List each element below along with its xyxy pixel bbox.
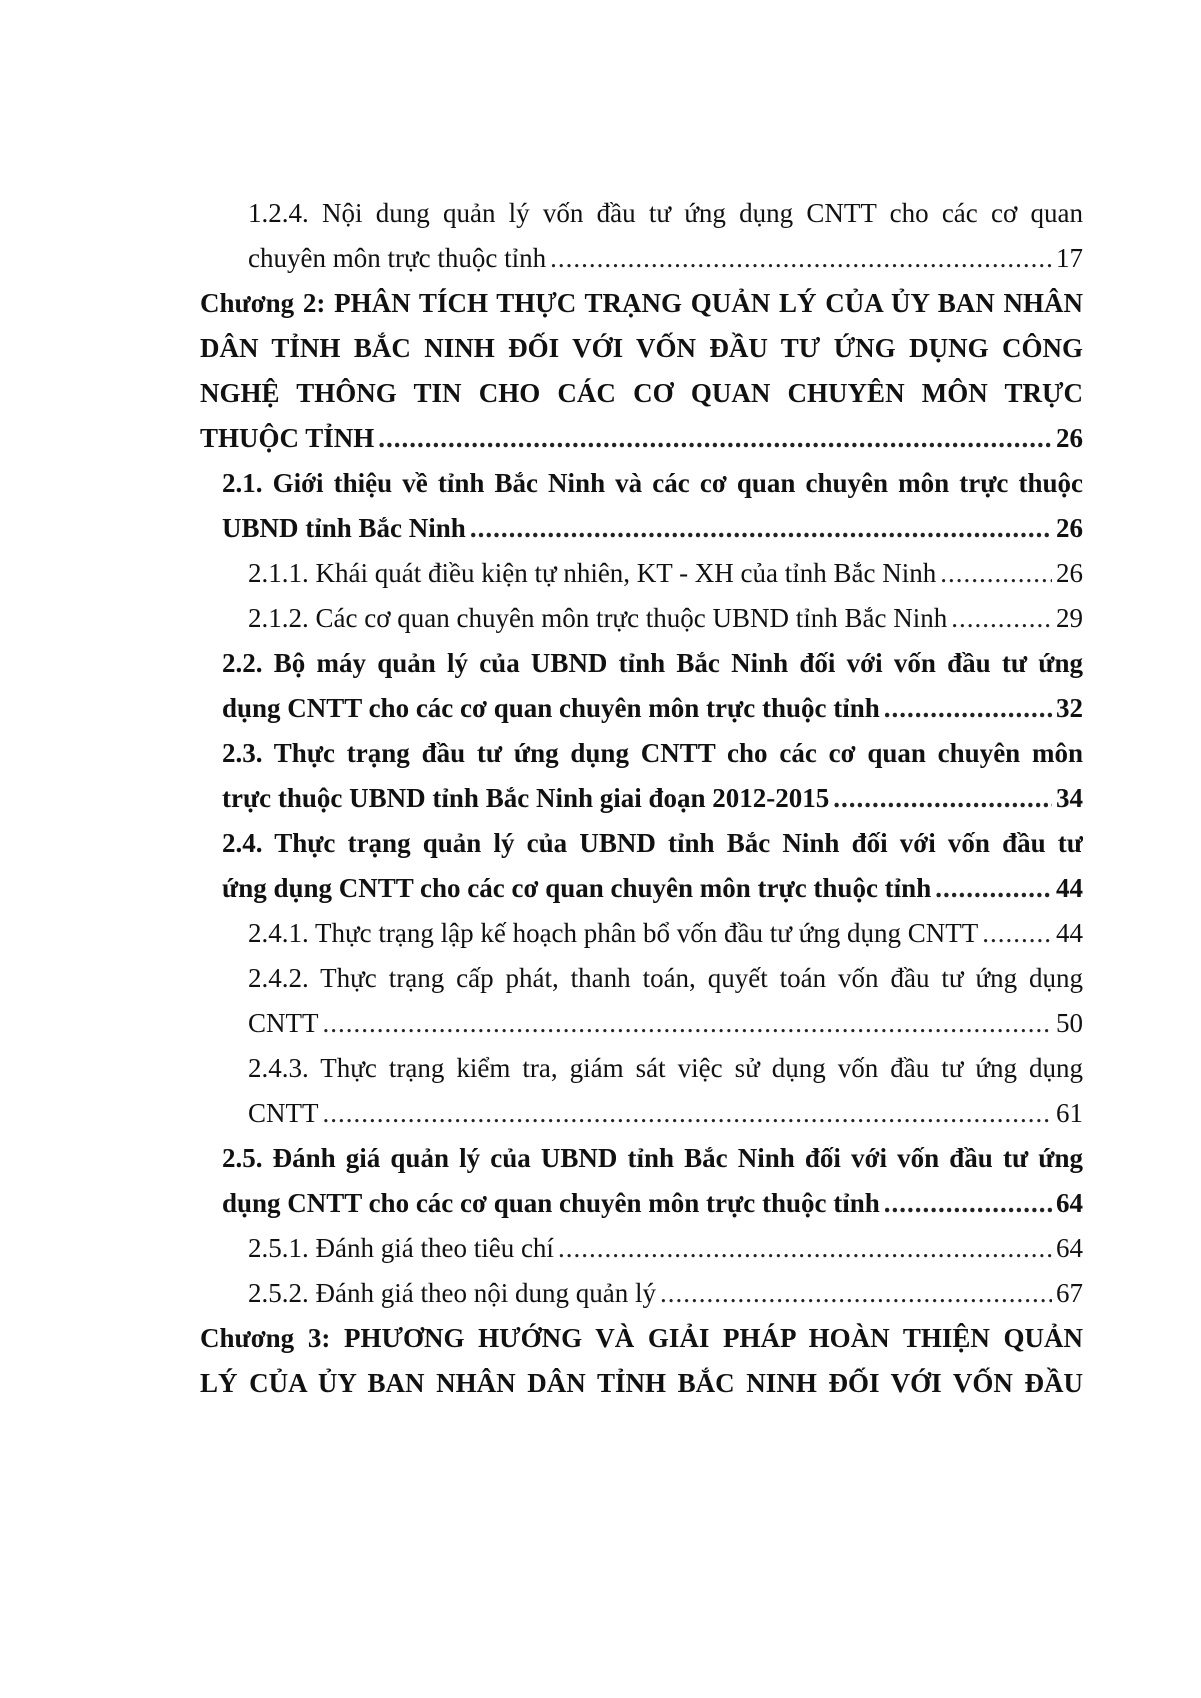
dot-leader <box>982 913 1052 953</box>
toc-page-number: 26 <box>1056 513 1083 543</box>
toc-entry-2-3-line-1: 2.3. Thực trạng đầu tư ứng dụng CNTT cho các cơ quan chuyên môn <box>222 738 1083 768</box>
dot-leader <box>833 778 1052 818</box>
toc-entry-2-4-2-line-1: 2.4.2. Thực trạng cấp phát, thanh toán, quyết toán vốn đầu tư ứng dụng <box>248 963 1083 993</box>
toc-chapter-2-line-4 <box>200 418 1083 458</box>
toc-page-number: 64 <box>1056 1188 1083 1218</box>
toc-entry-2-1-2 <box>248 598 1083 638</box>
toc-entry-2-5-1 <box>248 1228 1083 1268</box>
toc-entry-text: dụng CNTT cho các cơ quan chuyên môn trực thuộc tỉnh <box>222 1188 880 1218</box>
toc-entry-2-1-1 <box>248 553 1083 593</box>
toc-entry-text: ứng dụng CNTT cho các cơ quan chuyên môn trực thuộc tỉnh <box>222 873 932 903</box>
dot-leader <box>940 553 1052 593</box>
dot-leader <box>323 1003 1053 1043</box>
toc-page-number: 34 <box>1056 783 1083 813</box>
dot-leader <box>660 1273 1052 1313</box>
toc-entry-text: dụng CNTT cho các cơ quan chuyên môn trực thuộc tỉnh <box>222 693 880 723</box>
toc-chapter-2-line-2: DÂN TỈNH BẮC NINH ĐỐI VỚI VỐN ĐẦU TƯ ỨNG DỤNG CÔNG <box>200 333 1083 363</box>
toc-entry-2-2-line-2 <box>222 688 1083 728</box>
dot-leader <box>550 238 1052 278</box>
toc-entry-2-4-3-line-1: 2.4.3. Thực trạng kiểm tra, giám sát việc sử dụng vốn đầu tư ứng dụng <box>248 1053 1083 1083</box>
toc-page-number: 64 <box>1056 1233 1083 1263</box>
toc-entry-text: trực thuộc UBND tỉnh Bắc Ninh giai đoạn 2012-2015 <box>222 783 830 813</box>
dot-leader <box>884 1183 1052 1223</box>
toc-entry-2-5-line-2 <box>222 1183 1083 1223</box>
dot-leader <box>935 868 1052 908</box>
toc-page-number: 32 <box>1056 693 1083 723</box>
toc-entry-1-2-4-line-2 <box>248 238 1083 278</box>
toc-page-number: 26 <box>1056 423 1083 453</box>
toc-entry-2-4-2-line-2 <box>248 1003 1083 1043</box>
toc-entry-2-1-line-2 <box>222 508 1083 548</box>
toc-entry-text: 2.4.1. Thực trạng lập kế hoạch phân bổ vốn đầu tư ứng dụng CNTT <box>248 918 979 948</box>
toc-entry-1-2-4-line-1: 1.2.4. Nội dung quản lý vốn đầu tư ứng dụng CNTT cho các cơ quan <box>248 198 1083 228</box>
toc-page-number: 44 <box>1056 918 1083 948</box>
toc-entry-2-5-line-1: 2.5. Đánh giá quản lý của UBND tỉnh Bắc Ninh đối với vốn đầu tư ứng <box>222 1143 1083 1173</box>
toc-page-number: 26 <box>1056 558 1083 588</box>
dot-leader <box>558 1228 1052 1268</box>
toc-chapter-2-line-1: Chương 2: PHÂN TÍCH THỰC TRẠNG QUẢN LÝ CỦA ỦY BAN NHÂN <box>200 288 1083 318</box>
toc-chapter-3-line-1: Chương 3: PHƯƠNG HƯỚNG VÀ GIẢI PHÁP HOÀN THIỆN QUẢN <box>200 1323 1083 1353</box>
dot-leader <box>951 598 1052 638</box>
toc-entry-text: CNTT <box>248 1008 319 1038</box>
toc-entry-2-4-1 <box>248 913 1083 953</box>
toc-entry-2-2-line-1: 2.2. Bộ máy quản lý của UBND tỉnh Bắc Ninh đối với vốn đầu tư ứng <box>222 648 1083 678</box>
toc-entry-text: 2.1.1. Khái quát điều kiện tự nhiên, KT - XH của tỉnh Bắc Ninh <box>248 558 937 588</box>
toc-entry-text: UBND tỉnh Bắc Ninh <box>222 513 466 543</box>
toc-page-number: 67 <box>1056 1278 1083 1308</box>
toc-entry-text: 2.1.2. Các cơ quan chuyên môn trực thuộc UBND tỉnh Bắc Ninh <box>248 603 948 633</box>
toc-entry-text: 2.5.1. Đánh giá theo tiêu chí <box>248 1233 554 1263</box>
dot-leader <box>470 508 1052 548</box>
toc-entry-text: chuyên môn trực thuộc tỉnh <box>248 243 547 273</box>
toc-entry-text: THUỘC TỈNH <box>200 423 375 453</box>
dot-leader <box>378 418 1052 458</box>
toc-chapter-3-line-2: LÝ CỦA ỦY BAN NHÂN DÂN TỈNH BẮC NINH ĐỐI VỚI VỐN ĐẦU <box>200 1368 1083 1398</box>
toc-entry-2-3-line-2 <box>222 778 1083 818</box>
toc-entry-text: CNTT <box>248 1098 319 1128</box>
toc-page-number: 44 <box>1056 873 1083 903</box>
toc-entry-2-1-line-1: 2.1. Giới thiệu về tỉnh Bắc Ninh và các cơ quan chuyên môn trực thuộc <box>222 468 1083 498</box>
dot-leader <box>884 688 1052 728</box>
toc-entry-2-5-2 <box>248 1273 1083 1313</box>
toc-page-number: 61 <box>1056 1098 1083 1128</box>
toc-entry-2-4-line-2 <box>222 868 1083 908</box>
dot-leader <box>323 1093 1053 1133</box>
toc-chapter-2-line-3: NGHỆ THÔNG TIN CHO CÁC CƠ QUAN CHUYÊN MÔN TRỰC <box>200 378 1083 408</box>
toc-entry-2-4-3-line-2 <box>248 1093 1083 1133</box>
toc-page-number: 29 <box>1056 603 1083 633</box>
toc-page-number: 17 <box>1056 243 1083 273</box>
toc-page-number: 50 <box>1056 1008 1083 1038</box>
toc-entry-2-4-line-1: 2.4. Thực trạng quản lý của UBND tỉnh Bắc Ninh đối với vốn đầu tư <box>222 828 1083 858</box>
toc-entry-text: 2.5.2. Đánh giá theo nội dung quản lý <box>248 1278 656 1308</box>
